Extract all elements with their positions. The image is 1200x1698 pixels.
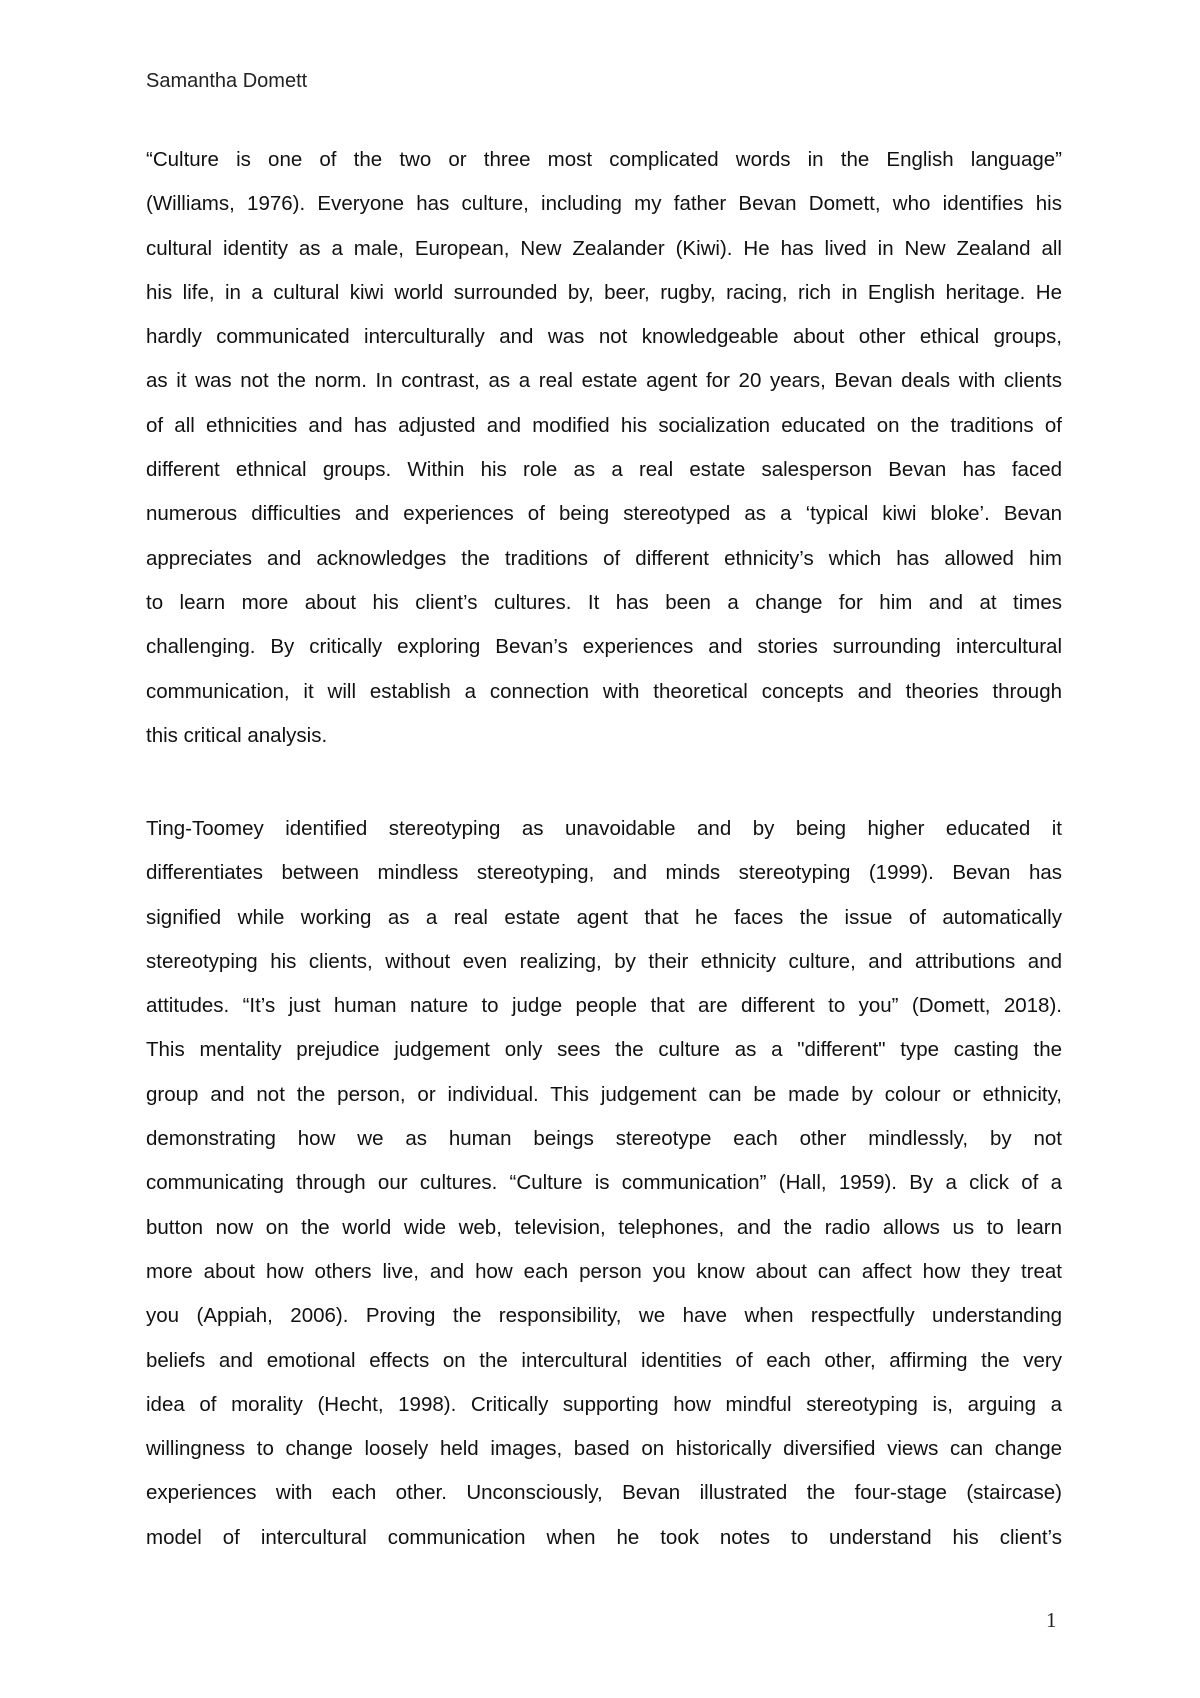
text-line: attitudes. “It’s just human nature to judge people that are different to you” (Domett, 2018). bbox=[146, 994, 1062, 1018]
text-line: to learn more about his client’s cultures. It has been a change for him and at times bbox=[146, 590, 1062, 614]
text-line: this critical analysis. bbox=[146, 723, 328, 747]
text-line: appreciates and acknowledges the traditions of different ethnicity’s which has allowed him bbox=[146, 546, 1062, 570]
text-line: demonstrating how we as human beings stereotype each other mindlessly, by not bbox=[146, 1127, 1062, 1151]
author-header: Samantha Domett bbox=[146, 70, 308, 92]
text-line: challenging. By critically exploring Bevan’s experiences and stories surrounding intercultural bbox=[146, 635, 1062, 659]
text-line: numerous difficulties and experiences of being stereotyped as a ‘typical kiwi bloke’. Bevan bbox=[146, 502, 1062, 526]
paragraph-2 bbox=[146, 807, 1062, 1560]
text-line: cultural identity as a male, European, New Zealander (Kiwi). He has lived in New Zealand all bbox=[146, 236, 1062, 260]
text-line: model of intercultural communication when he took notes to understand his client’s bbox=[146, 1525, 1062, 1549]
text-line: (Williams, 1976). Everyone has culture, including my father Bevan Domett, who identifies his bbox=[146, 192, 1062, 216]
text-line: his life, in a cultural kiwi world surrounded by, beer, rugby, racing, rich in English heritage. He bbox=[146, 280, 1062, 304]
text-line: This mentality prejudice judgement only sees the culture as a "different" type casting the bbox=[146, 1038, 1062, 1062]
text-line: differentiates between mindless stereotyping, and minds stereotyping (1999). Bevan has bbox=[146, 861, 1062, 885]
page-number: 1 bbox=[1046, 1608, 1057, 1632]
text-line: experiences with each other. Unconsciously, Bevan illustrated the four-stage (staircase) bbox=[146, 1481, 1062, 1505]
text-line: as it was not the norm. In contrast, as a real estate agent for 20 years, Bevan deals with clients bbox=[146, 369, 1062, 393]
text-line: communicating through our cultures. “Culture is communication” (Hall, 1959). By a click of a bbox=[146, 1171, 1062, 1195]
text-line: Ting-Toomey identified stereotyping as unavoidable and by being higher educated it bbox=[146, 817, 1062, 840]
text-line: communication, it will establish a connection with theoretical concepts and theories through bbox=[146, 679, 1062, 703]
text-line: button now on the world wide web, television, telephones, and the radio allows us to learn bbox=[146, 1215, 1062, 1239]
paragraph-1 bbox=[146, 138, 1062, 758]
text-line: signified while working as a real estate agent that he faces the issue of automatically bbox=[146, 905, 1062, 929]
text-line: hardly communicated interculturally and was not knowledgeable about other ethical groups, bbox=[146, 325, 1062, 349]
text-line: stereotyping his clients, without even realizing, by their ethnicity culture, and attributions and bbox=[146, 949, 1062, 973]
text-line: of all ethnicities and has adjusted and modified his socialization educated on the traditions of bbox=[146, 413, 1062, 437]
text-line: more about how others live, and how each person you know about can affect how they treat bbox=[146, 1259, 1062, 1283]
text-line: you (Appiah, 2006). Proving the responsibility, we have when respectfully understanding bbox=[146, 1304, 1062, 1328]
text-line: different ethnical groups. Within his role as a real estate salesperson Bevan has faced bbox=[146, 458, 1062, 482]
text-line: idea of morality (Hecht, 1998). Critically supporting how mindful stereotyping is, arguing a bbox=[146, 1392, 1062, 1416]
text-line: group and not the person, or individual. This judgement can be made by colour or ethnicity, bbox=[146, 1082, 1062, 1106]
text-line: “Culture is one of the two or three most complicated words in the English language” bbox=[146, 148, 1062, 171]
text-line: willingness to change loosely held images, based on historically diversified views can change bbox=[146, 1437, 1062, 1461]
text-line: beliefs and emotional effects on the intercultural identities of each other, affirming the very bbox=[146, 1348, 1062, 1372]
